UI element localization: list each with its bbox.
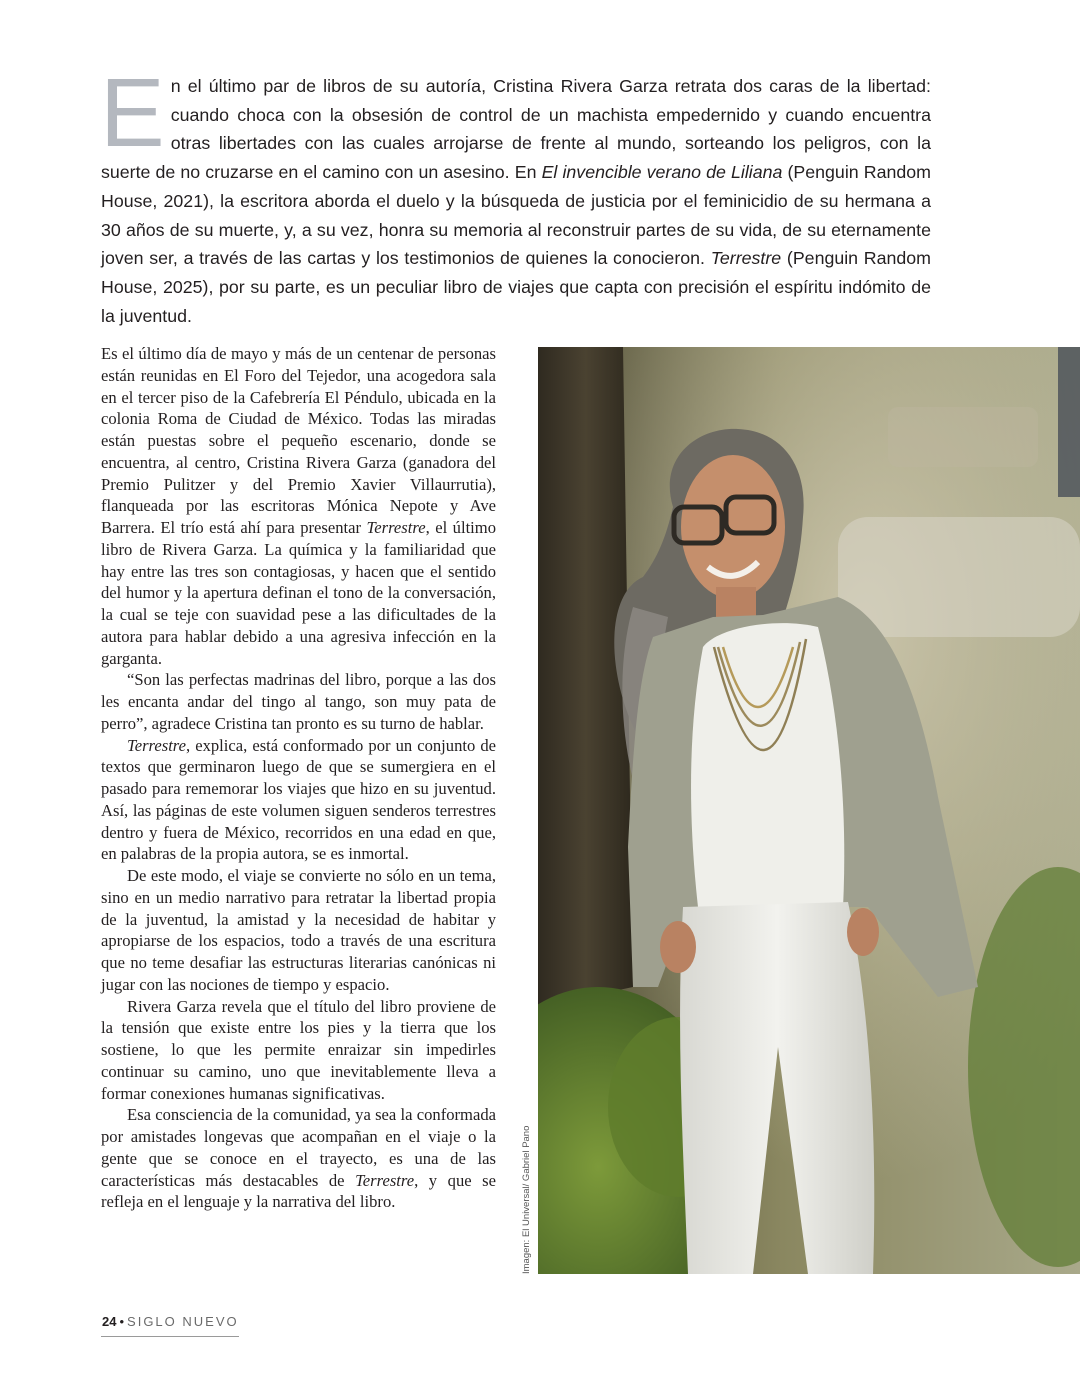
book-title: Terrestre bbox=[366, 518, 426, 537]
book-title: Terrestre bbox=[355, 1170, 415, 1190]
body-paragraph-5: Rivera Garza revela que el título del libro proviene de la tensión que existe entre los pies y la tierra que los sostiene, lo que les permite enraizar sin impedirles continuar su camino, uno que inevitablemente lleva a formar conexiones humanas significativas. bbox=[101, 996, 496, 1103]
body-paragraph-2: “Son las perfectas madrinas del libro, porque a las dos les encanta andar del tingo al tango, son muy pata de perro”, agradece Cristina tan pronto es su turno de hablar. bbox=[101, 670, 496, 733]
book-title: Terrestre bbox=[127, 735, 187, 755]
intro-text-1: n el último par de libros de su autoría, Cristina Rivera Garza retrata dos caras de la libertad: cuando choca con la obsesión de control de un machista empedernido y cuando encuentra otras libertades con las cuales arrojarse de frente al mundo, sorteando los peligros, con la suerte de no cruzarse en el camino con un asesino. En bbox=[101, 76, 931, 183]
article-body bbox=[101, 343, 496, 1213]
photo-credit: Imagen: El Universal/ Gabriel Pano bbox=[521, 1125, 532, 1274]
body-text: , y que se refleja en el lenguaje y la narrativa del libro. bbox=[101, 1170, 496, 1212]
body-text: , el último libro de Rivera Garza. La química y la familiaridad que hay entre las tres son contagiosas, y hacen que el sentido del humor y la apertura definan el tono de la conversación, la cual se teje con suavidad pese a las dificultades de la autora para hablar debido a una agresiva infección en la garganta. bbox=[101, 518, 496, 668]
body-paragraph-3 bbox=[101, 735, 496, 866]
body-paragraph-1 bbox=[101, 343, 496, 669]
page-number: 24 bbox=[102, 1314, 117, 1329]
book-title-terrestre: Terrestre bbox=[710, 248, 782, 269]
intro-text-2: (Penguin Random House, 2021), la escritora aborda el duelo y la búsqueda de justicia por el feminicidio de su hermana a 30 años de su muerte, y, a su vez, honra su memoria al reconstruir partes de su vida, de su eternamente joven ser, a través de las cartas y los testimonios de quienes la conocieron. bbox=[101, 162, 931, 269]
magazine-name: SIGLO NUEVO bbox=[127, 1314, 239, 1329]
drop-cap: E bbox=[100, 58, 165, 167]
footer-separator: • bbox=[119, 1314, 125, 1329]
body-paragraph-4: De este modo, el viaje se convierte no sólo en un tema, sino en un medio narrativo para retratar la libertad propia de la juventud, la amistad y la necesidad de habitar y apropiarse de los espacios, todo a través de una escritura que no teme desafiar las estructuras literarias canónicas ni jugar con las nociones de tiempo y espacio. bbox=[101, 866, 496, 994]
intro-text-3: (Penguin Random House, 2025), por su parte, es un peculiar libro de viajes que capta con precisión el espíritu indómito de la juventud. bbox=[101, 248, 931, 326]
page-footer bbox=[102, 1314, 239, 1329]
portrait-illustration bbox=[538, 347, 1080, 1274]
body-text: , explica, está conformado por un conjunto de textos que germinaron luego de que se sumergiera en el pasado para rememorar los viajes que hizo en su juventud. Así, las páginas de este volumen siguen senderos terrestres dentro y fuera de México, recorridos en una edad en que, en palabras de la propia autora, se es inmortal. bbox=[101, 735, 496, 864]
author-portrait-photo bbox=[538, 347, 1080, 1274]
footer-rule bbox=[101, 1336, 239, 1337]
body-text: Es el último día de mayo y más de un centenar de personas están reunidas en El Foro del Tejedor, una acogedora sala en el tercer piso de la Cafebrería El Péndulo, ubicada en la colonia Roma de Ciudad de México. Todas las miradas están puestas sobre el pequeño escenario, donde se encuentra, al centro, Cristina Rivera Garza (ganadora del Premio Pulitzer y del Premio Xavier Villaurrutia), flanqueada por las escritoras Mónica Nepote y Ave Barrera. El trío está ahí para presentar bbox=[101, 344, 496, 537]
intro-paragraph bbox=[100, 58, 931, 330]
book-title-liliana: El invencible verano de Liliana bbox=[541, 162, 783, 183]
body-paragraph-6 bbox=[101, 1104, 496, 1213]
body-text: Esa consciencia de la comunidad, ya sea la conformada por amistades longevas que acompañan en el viaje o la gente que se conoce en el trayecto, es una de las características más destacables de bbox=[101, 1105, 496, 1190]
